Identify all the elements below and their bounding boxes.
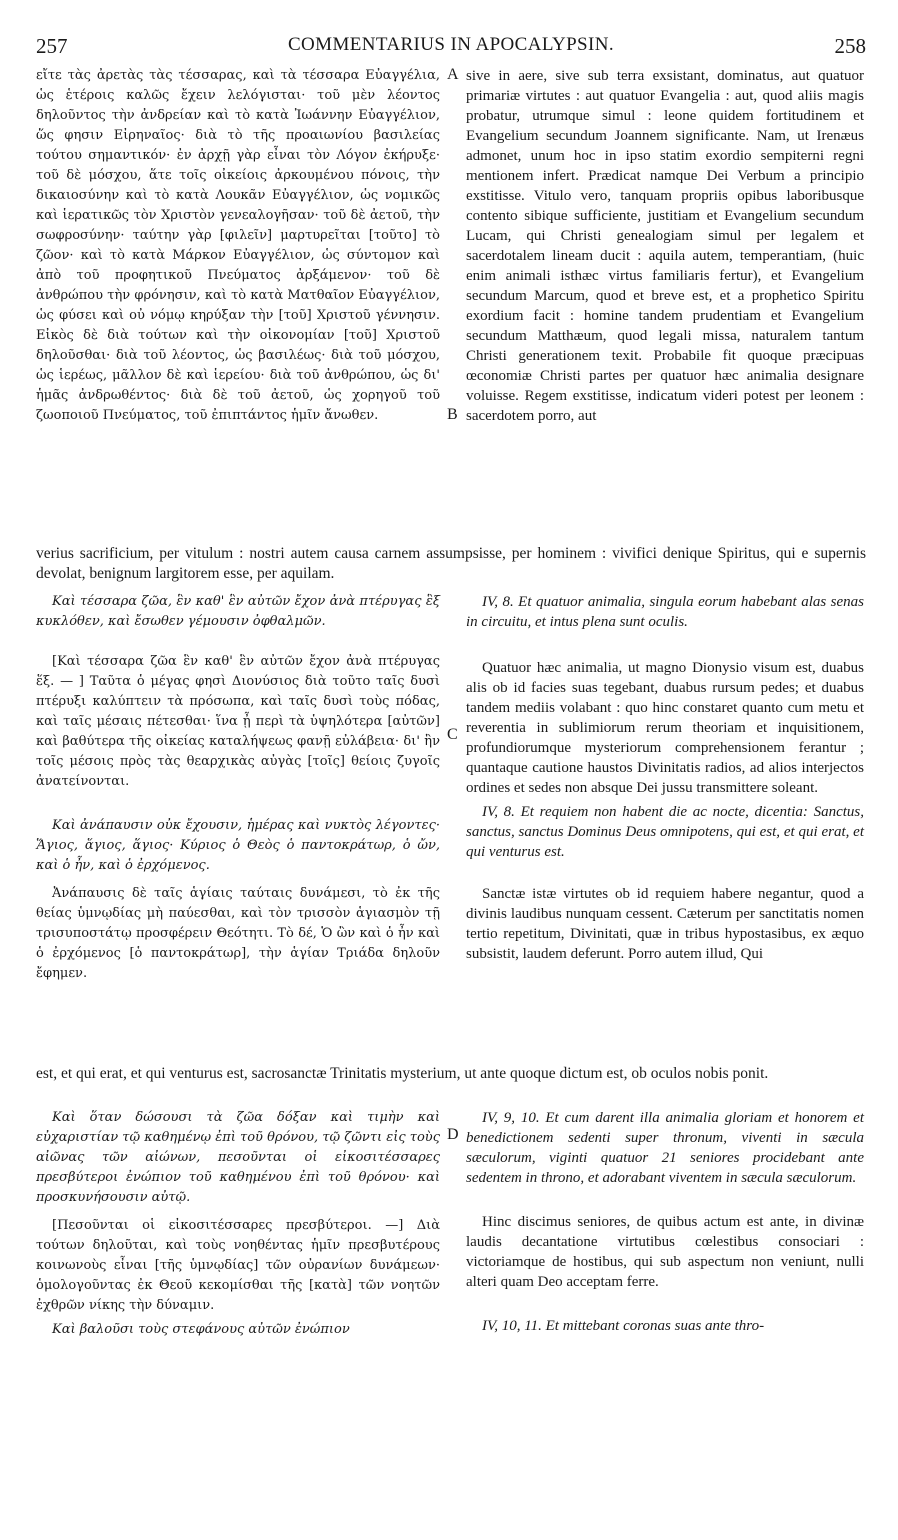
greek-column-2 — [36, 592, 440, 984]
latin-commentary: Hinc discimus seniores, de quibus actum est ante, in divinæ laudis decantatione virtutibus cœlestibus consociari : victoriamque de hostibus, qui sub aspectum non veniunt, nulli alteri quam Deo acceptam ferre. — [466, 1214, 864, 1290]
latin-column-1 — [466, 66, 864, 426]
latin-verse-heading: IV, 9, 10. Et cum darent illa animalia gloriam et honorem et benedictionem sedenti super thronum, viventi in sæcula sæculorum, viginti quatuor 21 seniores procidebant ante sedentem in throno, et adorabant viventem in sæcula sæculorum. — [466, 1110, 864, 1186]
margin-mark-a: A — [447, 66, 459, 83]
page-number-left: 257 — [36, 34, 68, 58]
greek-verse-heading: Καὶ ὅταν δώσουσι τὰ ζῶα δόξαν καὶ τιμὴν καὶ εὐχαριστίαν τῷ καθημένῳ ἐπὶ τοῦ θρόνου, τῷ ζῶντι εἰς τοὺς αἰῶνας τῶν αἰώνων, πεσοῦνται οἱ εἰκοσιτέσσαρες πρεσβύτεροι ἐνώπιον τοῦ καθημένου ἐπὶ τοῦ θρόνου· καὶ προσκυνήσουσιν αὐτῷ. — [36, 1110, 440, 1205]
full-width-line-2 — [36, 1064, 866, 1084]
latin-full-paragraph: est, et qui erat, et qui venturus est, sacrosanctæ Trinitatis mysterium, ut ante quoque dictum est, ob oculos nobis ponit. — [36, 1065, 769, 1082]
full-width-line-1 — [36, 544, 866, 584]
greek-verse-heading: Καὶ τέσσαρα ζῶα, ἓν καθ' ἓν αὐτῶν ἔχον ἀνὰ πτέρυγας ἓξ κυκλόθεν, καὶ ἔσωθεν γέμουσιν ὀφθαλμῶν. — [36, 594, 440, 629]
page-number-right: 258 — [834, 34, 866, 58]
greek-column-3 — [36, 1108, 440, 1340]
latin-verse-heading: IV, 8. Et requiem non habent die ac nocte, dicentia: Sanctus, sanctus, sanctus Dominus Deus omnipotens, qui est, et qui erat, et qui venturus est. — [466, 804, 864, 860]
greek-verse-heading: Καὶ βαλοῦσι τοὺς στεφάνους αὐτῶν ἐνώπιον — [52, 1322, 350, 1337]
latin-column-3 — [466, 1108, 864, 1336]
running-title: COMMENTARIUS IN APOCALYPSIN. — [287, 34, 615, 55]
greek-commentary: [Πεσοῦνται οἱ εἰκοσιτέσσαρες πρεσβύτεροι. —] Διὰ τούτων δηλοῦται, καὶ τοὺς νοηθέντας ἡμῖν πρεσβυτέρους κοινωνοὺς εἶναι [τῆς ὑμνῳδίας] τῶν οὐρανίων δυνάμεων· ὁμολογοῦντας ἐκ Θεοῦ κεκομίσθαι τῆς [κατὰ] τῶν νοητῶν ἐχθρῶν νίκης τὴν δύναμιν. — [36, 1218, 440, 1313]
greek-verse-heading: Καὶ ἀνάπαυσιν οὐκ ἔχουσιν, ἡμέρας καὶ νυκτὸς λέγοντες· Ἅγιος, ἅγιος, ἅγιος· Κύριος ὁ Θεὸς ὁ παντοκράτωρ, ὁ ὤν, καὶ ὁ ἦν, καὶ ὁ ἐρχόμενος. — [36, 818, 440, 873]
latin-paragraph: sive in aere, sive sub terra exsistant, dominatus, aut quatuor primariæ virtutes : aut quatuor Evangelia : aut, quod aliis magis probatur, utrumque simul : leone quidem fortitudinem et Evangelium secundum Joannem significante. Nam, ut Irenæus admonet, unum hoc in ipso statim exordio sempiterni regni mentionem infert. Prædicat namque Dei Verbum a principio exstitisse. Vitulo vero, tanquam propriis opibus laboribusque contento sibique sufficiente, justitiam et Evangelium secundum Lucam, qui Christi genealogiam simul per legalem et sacerdotalem lineam ducit : aquila autem, temperantiam, (huic enim animali isthæc virtus familiaris fertur), et Evangelium secundum Marcum, quod et breve est, et a prophetico Spiritu exordium facit : homine tandem prudentiam et Evangelium secundum Matthæum, quod legali missa, naturalem tantum Christi generationem texit. Probabile fit quoque præcipuas œconomiæ Christi partes per quatuor hæc animalia designare voluisse. Regem exstitisse, indicatum videri potest per leonem : sacerdotem porro, aut — [466, 68, 864, 424]
margin-mark-d: D — [447, 1126, 459, 1143]
latin-commentary: Quatuor hæc animalia, ut magno Dionysio visum est, duabus alis ob id facies suas tegebant, duabus rursum pedes; et duabus tandem mediis volabant : quo hinc constaret quanto cum metu et reverentia in sublimiorum rerum theoriam et inquisitionem, profundiorumque mysteriorum comprehensionem ferantur ; quantaque cautione haustos Divinitatis radios, ad alios interjectos ordines et sedes non absque Dei jussu transmittere soleant. — [466, 660, 864, 796]
greek-commentary: [Καὶ τέσσαρα ζῶα ἓν καθ' ἓν αὐτῶν ἔχον ἀνὰ πτέρυγας ἕξ. — ] Ταῦτα ὁ μέγας φησὶ Διονύσιος διὰ τοῦτο ταῖς δυσὶ πτέρυξι καλύπτειν τὰ πρόσωπα, καὶ ταῖς δυσὶ τοὺς πόδας, καὶ ταῖς μέσαις πέτεσθαι· ἵνα ᾖ περὶ τὰ ὑψηλότερα [αὐτῶν] καὶ βαθύτερα τῆς οἰκείας καταλήψεως φανῇ εὐλάβεια· δι' ἣν τοῖς μέσοις πρὸς τὰς θεαρχικὰς αὐγὰς [τοῖς] θείοις ζυγοῖς ἀνατείνονται. — [36, 654, 440, 789]
latin-commentary: Sanctæ istæ virtutes ob id requiem habere negantur, quod a divinis laudibus nunquam cessent. Cæterum per sanctitatis nomen tertio repetitum, Divinitati, quæ in tribus hypostasibus, ex æquo subsistit, laudem deferunt. Porro autem illud, Qui — [466, 886, 864, 962]
greek-column-1 — [36, 66, 440, 426]
running-header — [36, 34, 866, 60]
margin-mark-c: C — [447, 726, 458, 743]
greek-commentary: Ἀνάπαυσις δὲ ταῖς ἁγίαις ταύταις δυνάμεσι, τὸ ἐκ τῆς θείας ὑμνῳδίας μὴ παύεσθαι, καὶ τὸν τρισσὸν ἁγιασμὸν τῇ τρισυποστάτῳ προσφέρειν Θεότητι. Τὸ δέ, Ὁ ὢν καὶ ὁ ἦν καὶ ὁ ἐρχόμενος [ὁ παντοκράτωρ], τὴν ἁγίαν Τριάδα δηλοῦν ἔφημεν. — [36, 886, 440, 981]
latin-verse-heading: IV, 8. Et quatuor animalia, singula eorum habebant alas senas in circuitu, et intus plena sunt oculis. — [466, 594, 864, 630]
margin-mark-b: B — [447, 406, 458, 423]
latin-column-2 — [466, 592, 864, 964]
latin-full-paragraph: verius sacrificium, per vitulum : nostri autem causa carnem assumpsisse, per hominem : vivifici denique Spiritus, qui e supernis devolat, benignum largitorem esse, per aquilam. — [36, 545, 866, 582]
latin-verse-heading: IV, 10, 11. Et mittebant coronas suas ante thro- — [482, 1318, 765, 1334]
greek-paragraph: εἴτε τὰς ἀρετὰς τὰς τέσσαρας, καὶ τὰ τέσσαρα Εὐαγγέλια, ὡς ἑτέροις καλῶς ἔχειν λελόγισται· τοῦ μὲν λέοντος δηλοῦντος τὴν ἀνδρείαν καὶ τὸ κατὰ Ἰωάννην Εὐαγγέλιον, ὥς φησιν Εἰρηναῖος· διὰ τὸ τῆς προαιωνίου βασιλείας τούτου σημαντικόν· ἐν ἀρχῇ γὰρ εἶναι τὸν Λόγον ἐκήρυξε· τοῦ δὲ μόσχου, ἅτε τοῖς οἰκείοις ἀρκουμένου πόνοις, τὴν δικαιοσύνην καὶ τὸ κατὰ Λουκᾶν Εὐαγγέλιον, ὡς νομικῶς καὶ ἱερατικῶς τὸν Χριστὸν γενεαλογῆσαν· τοῦ δὲ ἀετοῦ, τὴν σωφροσύνην· ταύτην γὰρ [φιλεῖν] μαρτυρεῖται [τοῦτο] τὸ ζῶον· καὶ τὸ κατὰ Μάρκον Εὐαγγέλιον, ὡς σύντομον καὶ ἀπὸ τοῦ προφητικοῦ Πνεύματος ἀρξάμενον· τοῦ δὲ ἀνθρώπου τὴν φρόνησιν, καὶ τὸ κατὰ Ματθαῖον Εὐαγγέλιον, ὡς φύσει καὶ οὐ νόμῳ κηρύξαν τὴν [τοῦ] Χριστοῦ γέννησιν. Εἰκὸς δὲ διὰ τούτων καὶ τὴν οἰκονομίαν [τοῦ] Χριστοῦ δηλοῦσθαι· διὰ τοῦ λέοντος, ὡς βασιλέως· διὰ τοῦ μόσχου, ὡς ἱερέως, μᾶλλον δὲ καὶ ἱερείου· διὰ τοῦ ἀνθρώπου, ὡς δι' ἡμᾶς ἀνδρωθέντος· διὰ δὲ τοῦ ἀετοῦ, ὡς χορηγοῦ τοῦ ζωοποιοῦ Πνεύματος, τοῦ ἐπιπτάντος ἡμῖν ἄνωθεν. — [36, 68, 440, 423]
